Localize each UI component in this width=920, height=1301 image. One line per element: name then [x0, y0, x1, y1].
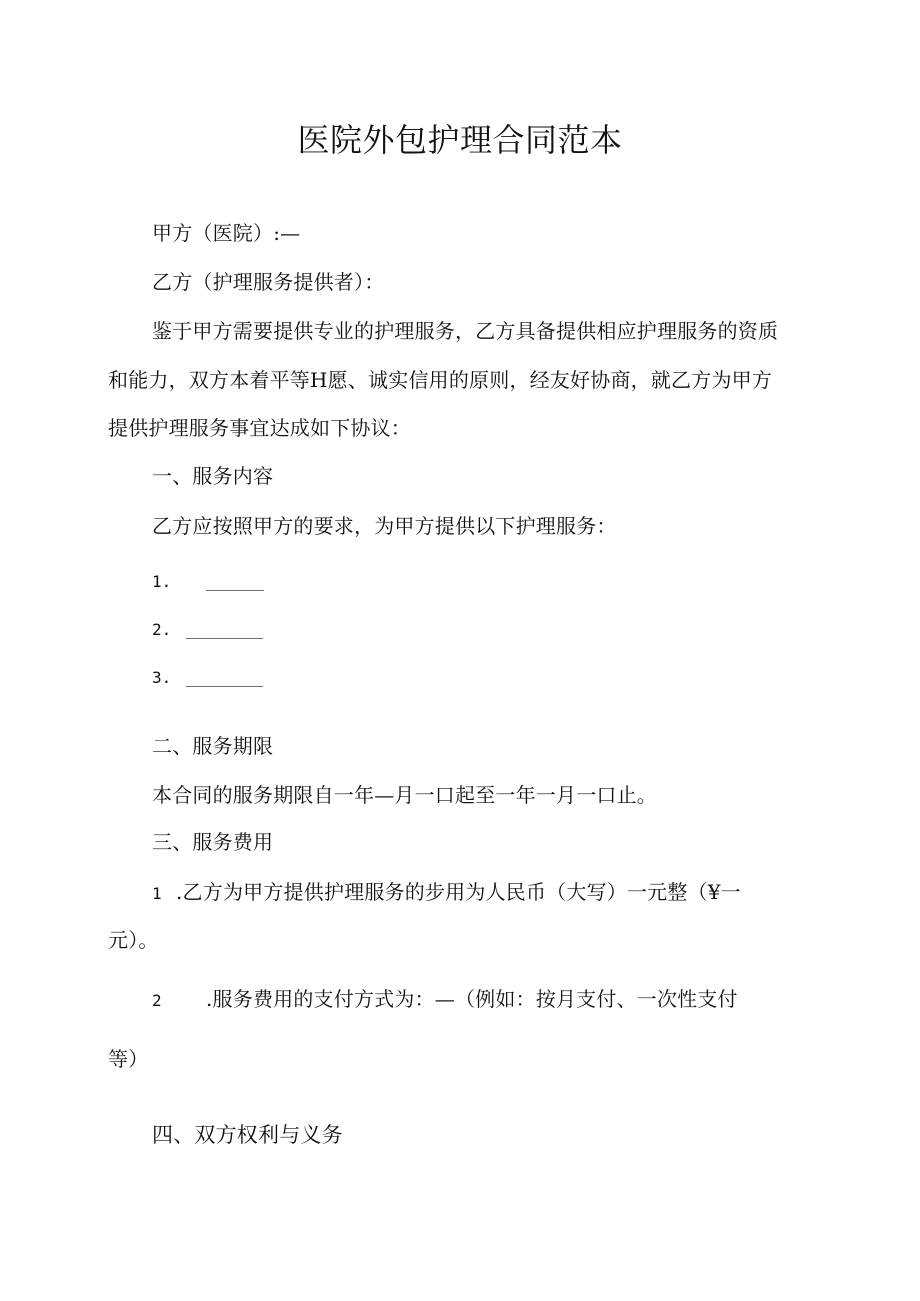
service-item-3-blank: ________: [186, 668, 264, 687]
preamble-line-2: 和能力，双方本着平等H愿、诚实信用的原则，经友好协商，就乙方为甲方: [108, 368, 773, 392]
service-item-3-number: 3.: [152, 668, 172, 687]
section-4-heading: 四、双方权利与义务: [152, 1123, 343, 1147]
fee-clause-1-number: 1: [152, 884, 162, 903]
section-2-body: 本合同的服务期限自一年—月一口起至一年一月一口止。: [152, 783, 657, 807]
section-2-heading: 二、服务期限: [152, 734, 274, 758]
fee-clause-2-number: 2: [152, 991, 162, 1010]
document-title: 医院外包护理合同范本: [297, 121, 623, 159]
section-3-heading: 三、服务费用: [152, 830, 274, 854]
section-1-intro: 乙方应按照甲方的要求，为甲方提供以下护理服务：: [152, 514, 617, 538]
party-b-line: 乙方（护理服务提供者）：: [152, 270, 385, 294]
fee-clause-2-line-2: 等）: [108, 1047, 149, 1071]
fee-clause-1-line-1: .乙方为甲方提供护理服务的步用为人民币（大写）一元整（¥一: [176, 880, 741, 904]
service-item-2-number: 2.: [152, 620, 172, 639]
service-item-2-blank: ________: [186, 620, 264, 639]
service-item-1-blank: ______: [206, 572, 264, 591]
fee-clause-2-line-1: .服务费用的支付方式为：—（例如：按月支付、一次性支付: [206, 987, 738, 1011]
service-item-1-number: 1.: [152, 572, 172, 591]
fee-clause-1-line-2: 元）。: [108, 928, 159, 952]
section-1-heading: 一、服务内容: [152, 464, 274, 488]
preamble-line-3: 提供护理服务事宜达成如下协议：: [108, 416, 411, 440]
party-a-line: 甲方（医院）:—: [152, 221, 301, 245]
preamble-line-1: 鉴于甲方需要提供专业的护理服务，乙方具备提供相应护理服务的资质: [152, 319, 779, 343]
